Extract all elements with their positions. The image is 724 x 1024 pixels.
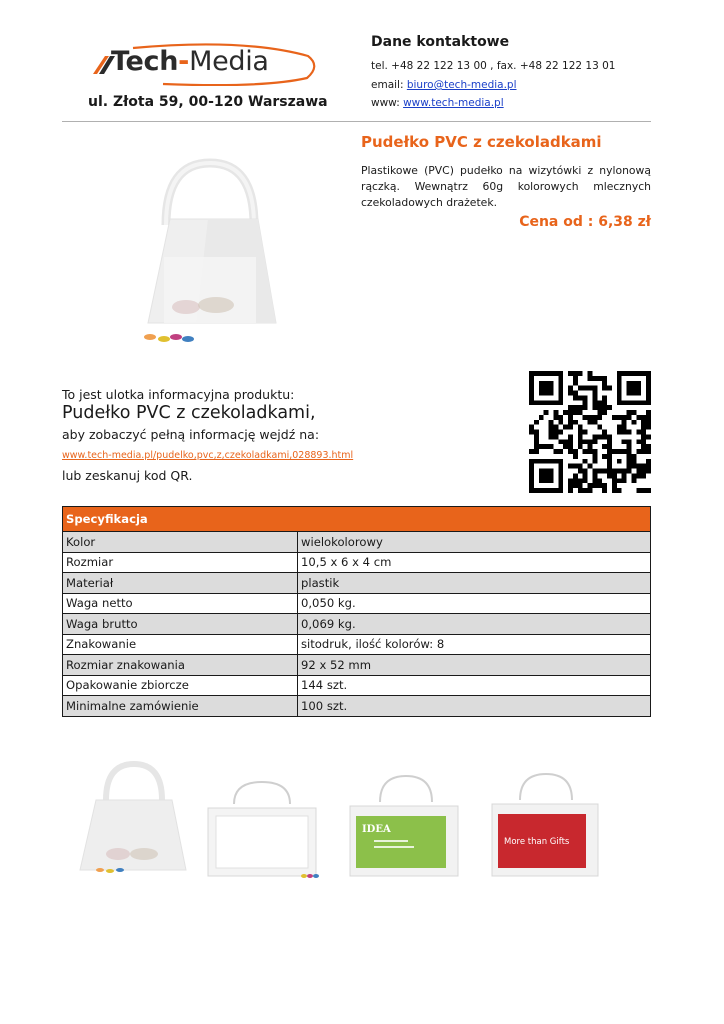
- table-row: [63, 552, 651, 573]
- contact-title: Dane kontaktowe: [371, 34, 510, 50]
- info-visit-text: aby zobaczyć pełną informację wejdź na:: [62, 427, 320, 442]
- info-product-name: Pudełko PVC z czekoladkami,: [62, 403, 316, 423]
- contact-phone: tel. +48 22 122 13 00 , fax. +48 22 122 13 01: [371, 60, 616, 72]
- info-scan-text: lub zeskanuj kod QR.: [62, 468, 193, 483]
- spec-key: Kolor: [63, 532, 298, 553]
- spec-key: Znakowanie: [63, 634, 298, 655]
- table-row: [63, 655, 651, 676]
- product-thumbnail-frosted[interactable]: [74, 758, 199, 883]
- spec-value: 0,050 kg.: [298, 593, 651, 614]
- product-thumbnail-idea-card[interactable]: [344, 758, 469, 883]
- product-image: [108, 155, 308, 355]
- table-row: [63, 634, 651, 655]
- logo-text: [111, 46, 269, 77]
- spec-value: 92 x 52 mm: [298, 655, 651, 676]
- www-label: www:: [371, 97, 400, 109]
- spec-value: sitodruk, ilość kolorów: 8: [298, 634, 651, 655]
- table-row: [63, 696, 651, 717]
- qr-code-icon[interactable]: [529, 371, 651, 493]
- spec-value: 100 szt.: [298, 696, 651, 717]
- table-row: [63, 614, 651, 635]
- logo-text-dash: -: [178, 46, 190, 77]
- product-url-link[interactable]: www.tech-media.pl/pudelko,pvc,z,czekoladkami,028893.html: [62, 450, 354, 461]
- table-row: [63, 593, 651, 614]
- product-thumbnail-gifts-card[interactable]: [486, 758, 611, 883]
- product-description: Plastikowe (PVC) pudełko na wizytówki z nylonową rączką. Wewnątrz 60g kolorowych mlecznych czekoladowych drażetek.: [361, 164, 651, 209]
- spec-value: plastik: [298, 573, 651, 594]
- spec-key: Minimalne zamówienie: [63, 696, 298, 717]
- spec-value: 144 szt.: [298, 675, 651, 696]
- specification-header: Specyfikacja: [63, 507, 651, 532]
- spec-key: Rozmiar znakowania: [63, 655, 298, 676]
- contact-email: [371, 79, 517, 91]
- product-thumbnail-clear[interactable]: [200, 758, 325, 883]
- spec-value: wielokolorowy: [298, 532, 651, 553]
- card-more-text: More than Gifts: [504, 837, 570, 847]
- product-title: Pudełko PVC z czekoladkami: [361, 133, 602, 151]
- table-row: [63, 532, 651, 553]
- card-idea-text: IDEA: [362, 824, 391, 835]
- spec-value: 10,5 x 6 x 4 cm: [298, 552, 651, 573]
- logo-text-media: Media: [189, 46, 269, 77]
- company-logo: [93, 42, 318, 86]
- contact-www: [371, 97, 504, 109]
- email-link[interactable]: biuro@tech-media.pl: [406, 79, 517, 91]
- logo-text-tech: Tech: [111, 46, 179, 77]
- spec-key: Rozmiar: [63, 552, 298, 573]
- specification-table: [62, 506, 651, 717]
- spec-key: Opakowanie zbiorcze: [63, 675, 298, 696]
- header-divider: [62, 121, 651, 122]
- spec-value: 0,069 kg.: [298, 614, 651, 635]
- info-intro: To jest ulotka informacyjna produktu:: [62, 387, 295, 402]
- spec-key: Waga netto: [63, 593, 298, 614]
- product-price: Cena od : 6,38 zł: [519, 214, 651, 230]
- spec-key: Waga brutto: [63, 614, 298, 635]
- company-address: ul. Złota 59, 00-120 Warszawa: [88, 94, 328, 110]
- email-label: email:: [371, 79, 404, 91]
- www-link[interactable]: www.tech-media.pl: [403, 97, 504, 109]
- spec-key: Materiał: [63, 573, 298, 594]
- table-row: [63, 573, 651, 594]
- table-row: [63, 675, 651, 696]
